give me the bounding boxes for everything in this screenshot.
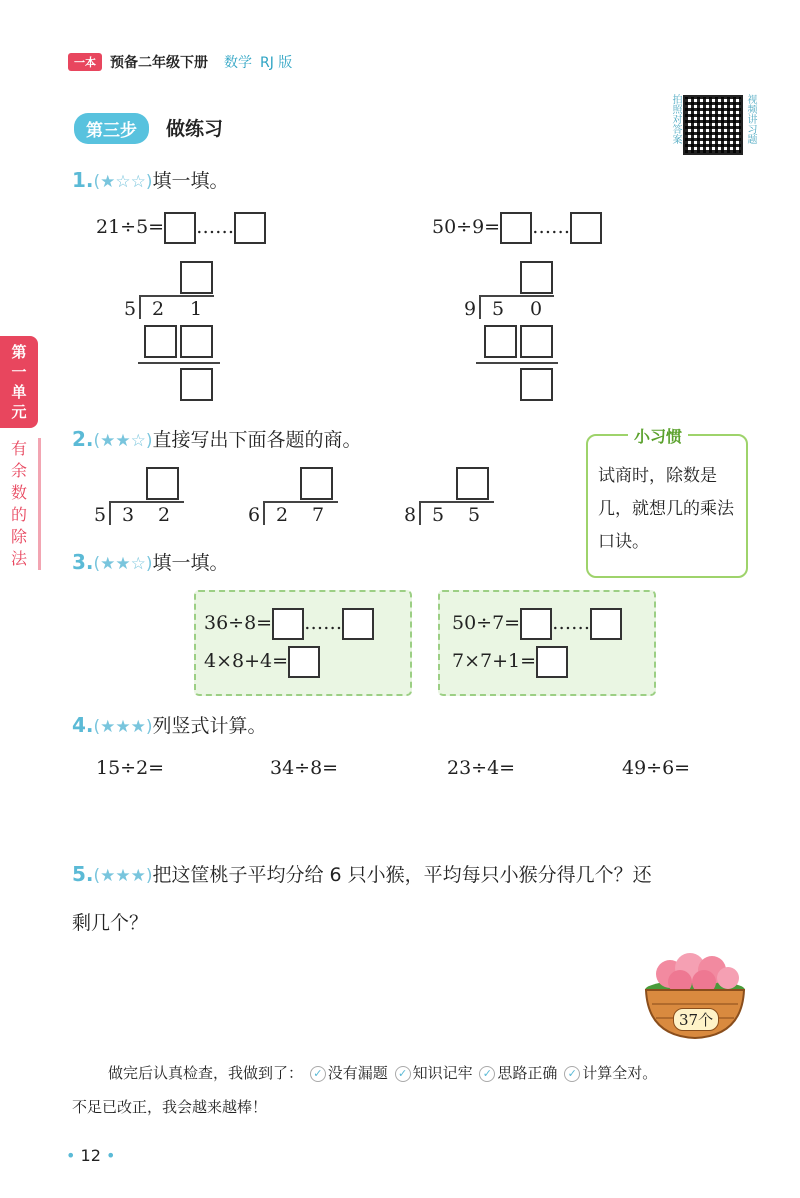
dividend-digit: 0 (530, 298, 543, 320)
check-item: 没有漏题 (327, 1064, 388, 1082)
q4-item-4: 49÷6= (622, 757, 691, 779)
basket-label: 37个 (673, 1008, 719, 1031)
dots: …… (552, 612, 591, 634)
q5-text-line1: 把这筐桃子平均分给 6 只小猴，平均每只小猴分得几个？还 (152, 864, 652, 886)
q1-text: 填一填。 (152, 170, 229, 192)
answer-box[interactable] (300, 467, 333, 500)
division-bracket (263, 501, 265, 525)
q4-text: 列竖式计算。 (152, 715, 267, 737)
q4-item-3: 23÷4= (447, 757, 516, 779)
answer-box[interactable] (456, 467, 489, 500)
q1-stars: (★☆☆) (93, 172, 153, 192)
qr-code-icon[interactable] (683, 95, 743, 155)
book-title: 预备二年级下册 (110, 55, 208, 71)
q5-number: 5. (72, 862, 94, 886)
self-check-line1 (108, 1062, 657, 1083)
qr-left-text: 拍照对答案 (670, 94, 681, 144)
dividend-digit: 3 (122, 504, 135, 526)
dividend-digit: 5 (432, 504, 445, 526)
dot-icon: • (105, 1146, 116, 1165)
q3-left-row1 (204, 608, 374, 640)
division-bar (480, 295, 554, 297)
q1-right-equation (432, 212, 602, 244)
division-bar (264, 501, 338, 503)
answer-box[interactable] (144, 325, 177, 358)
dividend-digit: 2 (152, 298, 165, 320)
q3-text: 填一填。 (152, 552, 229, 574)
q3-right-row1 (452, 608, 622, 640)
divisor: 5 (124, 298, 137, 320)
q3-right-row2 (452, 646, 568, 678)
division-bar (110, 501, 184, 503)
edition: RJ 版 (260, 55, 293, 71)
dividend-digit: 2 (276, 504, 289, 526)
eq-text: 50÷9= (432, 216, 501, 238)
step-badge: 第三步 (74, 113, 149, 144)
q3-stars: (★★☆) (93, 554, 153, 574)
q3-number: 3. (72, 550, 94, 574)
answer-box[interactable] (180, 368, 213, 401)
divisor: 5 (94, 504, 107, 526)
eq-text: 7×7+1= (452, 650, 537, 672)
answer-box[interactable] (272, 608, 304, 640)
habit-tip-box (586, 427, 748, 578)
division-bracket (479, 295, 481, 319)
dividend-digit: 2 (158, 504, 171, 526)
eq-text: 36÷8= (204, 612, 273, 634)
answer-box[interactable] (288, 646, 320, 678)
q3-heading (72, 548, 229, 575)
dividend-digit: 5 (492, 298, 505, 320)
q1-heading (72, 166, 229, 193)
dots: …… (532, 216, 571, 238)
section-title: 做练习 (166, 118, 224, 140)
eq-text: 21÷5= (96, 216, 165, 238)
subtraction-line (476, 362, 558, 364)
q1-number: 1. (72, 168, 94, 192)
q2-text: 直接写出下面各题的商。 (152, 429, 362, 451)
answer-box[interactable] (590, 608, 622, 640)
check-item: 计算全对。 (582, 1064, 658, 1082)
check-item: 思路正确 (497, 1064, 558, 1082)
division-bracket (139, 295, 141, 319)
qr-right-text: 视频讲习题 (745, 94, 756, 144)
q2-heading (72, 425, 362, 452)
division-bar (140, 295, 214, 297)
unit-text: 第一单元 (11, 343, 27, 421)
unit-side-tab (0, 336, 44, 586)
dots: …… (304, 612, 343, 634)
divisor: 6 (248, 504, 261, 526)
answer-box[interactable] (570, 212, 602, 244)
page-number-text: 12 (80, 1146, 101, 1165)
eq-text: 4×8+4= (204, 650, 289, 672)
q5-stars: (★★★) (93, 866, 153, 886)
answer-box[interactable] (520, 608, 552, 640)
answer-box[interactable] (520, 261, 553, 294)
check-circle-icon[interactable]: ✓ (564, 1066, 580, 1082)
dividend-digit: 7 (312, 504, 325, 526)
q4-heading (72, 711, 267, 738)
answer-box[interactable] (520, 368, 553, 401)
page-header (68, 52, 292, 72)
peach-basket-image (640, 946, 750, 1042)
answer-box[interactable] (180, 325, 213, 358)
q5-text-line2: 剩几个？ (72, 912, 149, 934)
q2-number: 2. (72, 427, 94, 451)
check-circle-icon[interactable]: ✓ (395, 1066, 411, 1082)
eq-text: 50÷7= (452, 612, 521, 634)
q1-left-equation (96, 212, 266, 244)
q4-item-1: 15÷2= (96, 757, 165, 779)
answer-box[interactable] (536, 646, 568, 678)
topic-label (0, 438, 41, 570)
answer-box[interactable] (520, 325, 553, 358)
answer-box[interactable] (180, 261, 213, 294)
division-bar (420, 501, 494, 503)
q3-left-panel (194, 590, 412, 696)
answer-box[interactable] (234, 212, 266, 244)
self-check-prefix: 做完后认真检查，我做到了： (108, 1064, 304, 1082)
subtraction-line (138, 362, 220, 364)
answer-box[interactable] (500, 212, 532, 244)
check-circle-icon[interactable]: ✓ (310, 1066, 326, 1082)
dot-icon: • (66, 1146, 76, 1165)
division-bracket (109, 501, 111, 525)
check-item: 知识记牢 (412, 1064, 473, 1082)
answer-box[interactable] (484, 325, 517, 358)
q4-stars: (★★★) (93, 717, 153, 737)
division-bracket (419, 501, 421, 525)
subject: 数学 (224, 55, 252, 71)
q4-item-2: 34÷8= (270, 757, 339, 779)
habit-body: 试商时，除数是几，就想几的乘法口诀。 (598, 466, 734, 552)
dividend-digit: 5 (468, 504, 481, 526)
dots: …… (196, 216, 235, 238)
divisor: 9 (464, 298, 477, 320)
q3-left-row2 (204, 646, 320, 678)
dividend-digit: 1 (190, 298, 203, 320)
self-check-line2: 不足已改正，我会越来越棒！ (72, 1098, 268, 1116)
q4-number: 4. (72, 713, 94, 737)
unit-label (0, 336, 38, 428)
answer-box[interactable] (164, 212, 196, 244)
divisor: 8 (404, 504, 417, 526)
habit-title: 小习惯 (628, 424, 688, 447)
topic-text: 有余数的除法 (10, 439, 27, 568)
q3-right-panel (438, 590, 656, 696)
brand-badge: 一本 (68, 53, 102, 71)
q5-heading (72, 860, 652, 887)
q2-stars: (★★☆) (93, 431, 153, 451)
check-circle-icon[interactable]: ✓ (479, 1066, 495, 1082)
page-number (66, 1146, 115, 1165)
answer-box[interactable] (342, 608, 374, 640)
answer-box[interactable] (146, 467, 179, 500)
